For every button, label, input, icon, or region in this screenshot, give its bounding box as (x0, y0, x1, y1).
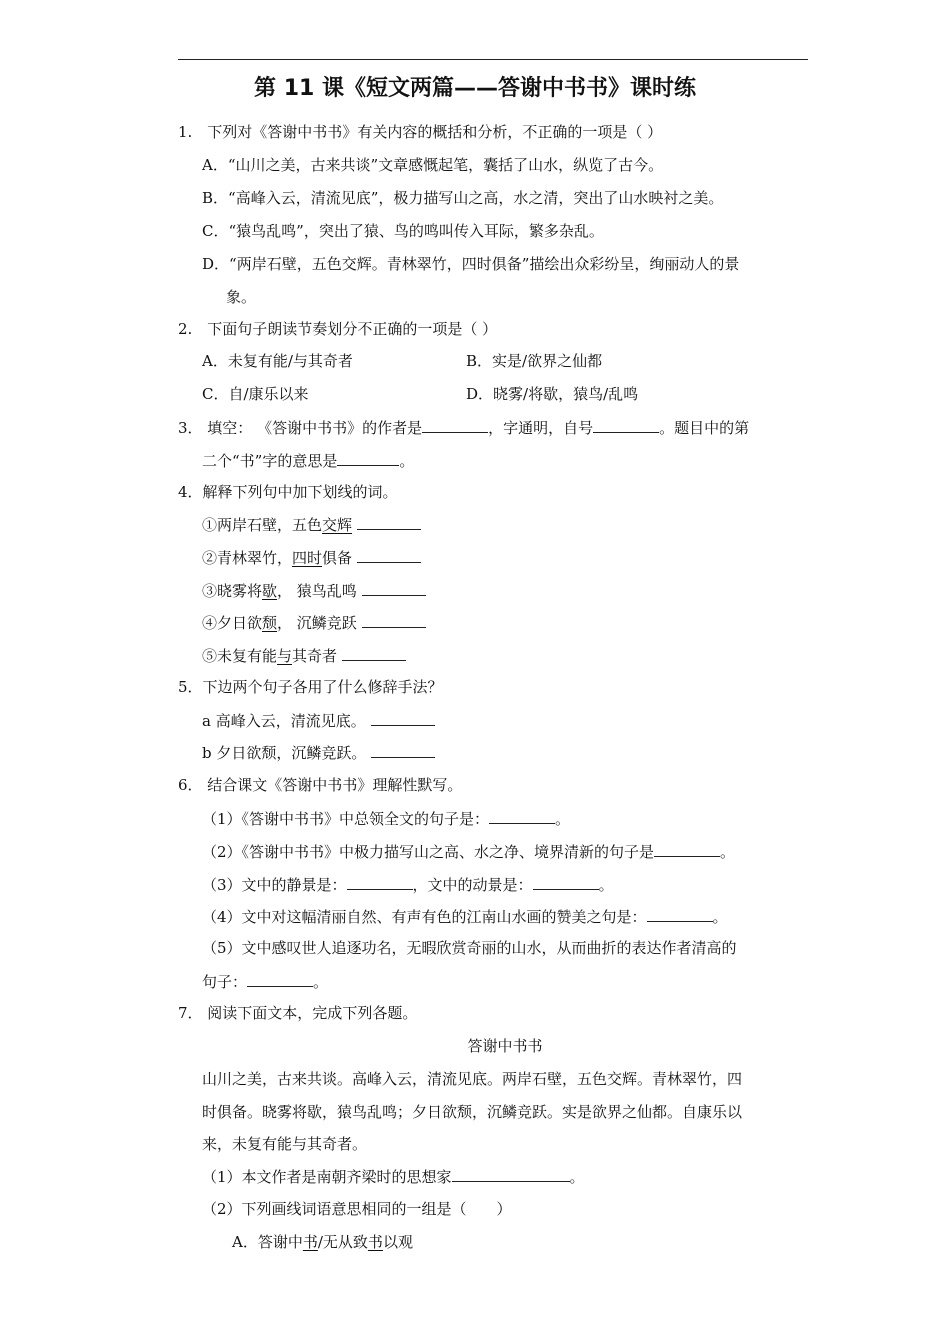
q4-item-1-text: ①两岸石壁，五色 (202, 516, 323, 534)
q7-option-a-text: A．答谢中 (232, 1233, 303, 1251)
q6-sub-1-text: （1）《答谢中书书》中总领全文的句子是： (202, 810, 490, 828)
q4-item-4-blank[interactable] (362, 611, 426, 628)
q4-item-1-blank[interactable] (357, 513, 421, 530)
q1-option-a: A．“山川之美，古来共谈”文章感慨起笔，囊括了山水，纵览了古今。 (202, 156, 664, 174)
q1-option-d-line1: D．“两岸石壁，五色交辉。青林翠竹，四时俱备”描绘出众彩纷呈，绚丽动人的景 (202, 255, 740, 273)
header-rule (178, 59, 808, 60)
q6-sub-4 (202, 905, 728, 928)
q4-item-3-text: ③晓雾将 (202, 582, 263, 600)
q4-item-2-text-after: 俱备 (322, 549, 353, 567)
q2-option-c: C．自/康乐以来 (202, 385, 309, 403)
q7-passage-line3: 来，未复有能与其奇者。 (202, 1135, 368, 1153)
q4-item-5-text-after: 其奇者 (292, 647, 338, 665)
q4-item-1 (202, 513, 421, 536)
q6-sub-4-blank[interactable] (647, 905, 713, 922)
q3-blank-author[interactable] (422, 416, 488, 433)
q6-sub-1-end: 。 (555, 810, 571, 828)
q7-sub-2-option-a (232, 1231, 413, 1253)
q7-passage-title: 答谢中书书 (467, 1037, 543, 1055)
q4-item-3 (202, 579, 426, 602)
q6-sub-2-blank[interactable] (654, 840, 720, 857)
q6-sub-2 (202, 840, 735, 863)
q6-sub-3-blank-static[interactable] (347, 873, 413, 890)
q4-item-3-underlined: 歇 (262, 582, 278, 600)
q6-sub-1-blank[interactable] (489, 807, 555, 824)
q6-sub-1 (202, 807, 570, 830)
q4-item-3-blank[interactable] (362, 579, 426, 596)
q4-item-4-text-after: ， 沉鳞竞跃 (277, 614, 357, 632)
q6-sub-3-end: 。 (598, 876, 614, 894)
q4-item-4-underlined: 颓 (262, 614, 278, 632)
q6-sub-4-end: 。 (712, 908, 728, 926)
q6-sub-3 (202, 873, 614, 896)
q6-sub-3-text: （3）文中的静景是： (202, 876, 347, 894)
q5-item-b-blank[interactable] (371, 741, 435, 758)
q7-passage-line2: 时俱备。晓雾将歇，猿鸟乱鸣；夕日欲颓，沉鳞竞跃。实是欲界之仙都。自康乐以 (202, 1103, 743, 1121)
page-title: 第 11 课《短文两篇——答谢中书书》课时练 (254, 76, 696, 101)
q7-option-a-underlined-2: 书 (367, 1233, 383, 1251)
q4-item-2 (202, 546, 421, 569)
q3-text-d: 二个“书”字的意思是 (202, 452, 338, 470)
q6-sub-5-text: 句子： (202, 973, 248, 991)
q4-item-1-underlined: 交辉 (322, 516, 353, 534)
q5-item-a (202, 709, 435, 732)
q7-option-a-text-c: 以观 (382, 1233, 413, 1251)
q4-item-4-text: ④夕日欲 (202, 614, 263, 632)
q6-sub-5-end: 。 (313, 973, 329, 991)
q4-item-3-text-after: ， 猿鸟乱鸣 (277, 582, 357, 600)
q4-item-5-text: ⑤未复有能 (202, 647, 278, 665)
q5-item-a-text: a 高峰入云，清流见底。 (202, 712, 366, 730)
q1-option-d-line2: 象。 (226, 288, 257, 306)
q7-sub-2: （2）下列画线词语意思相同的一组是（ ） (202, 1200, 512, 1218)
q5-item-a-blank[interactable] (371, 709, 435, 726)
q2-option-b: B．实是/欲界之仙都 (466, 352, 603, 370)
q6-stem: 6． 结合课文《答谢中书书》理解性默写。 (178, 776, 463, 794)
q7-sub-1-text: （1）本文作者是南朝齐梁时的思想家 (202, 1168, 452, 1186)
q5-item-b (202, 741, 435, 764)
q6-sub-2-end: 。 (720, 843, 736, 861)
q4-item-5 (202, 644, 406, 667)
q4-item-5-underlined: 与 (277, 647, 293, 665)
q6-sub-5-line2 (202, 970, 328, 993)
q7-passage-line1: 山川之美，古来共谈。高峰入云，清流见底。两岸石壁，五色交辉。青林翠竹，四 (202, 1070, 743, 1088)
q6-sub-4-text: （4）文中对这幅清丽自然、有声有色的江南山水画的赞美之句是： (202, 908, 647, 926)
q3-text-e: 。 (399, 452, 415, 470)
q4-item-2-text: ②青林翠竹， (202, 549, 293, 567)
q2-option-a: A．未复有能/与其奇者 (202, 352, 353, 370)
q3-line2 (202, 449, 414, 472)
q4-item-5-blank[interactable] (342, 644, 406, 661)
q3-blank-meaning[interactable] (337, 449, 399, 466)
q5-stem: 5．下边两个句子各用了什么修辞手法？ (178, 678, 443, 696)
q3-blank-pseudonym[interactable] (593, 416, 659, 433)
q6-sub-2-text: （2）《答谢中书书》中极力描写山之高、水之净、境界清新的句子是 (202, 843, 655, 861)
q2-stem: 2. 下面句子朗读节奏划分不正确的一项是（ ） (178, 320, 498, 338)
q7-option-a-underlined-1: 书 (302, 1233, 318, 1251)
q3-text-a: 3． 填空： 《答谢中书书》的作者是 (178, 419, 423, 437)
q7-sub-1 (202, 1165, 585, 1188)
q3-line1 (178, 416, 749, 439)
q4-stem: 4．解释下列句中加下划线的词。 (178, 483, 398, 501)
q5-item-b-text: b 夕日欲颓，沉鳞竞跃。 (202, 744, 367, 762)
q6-sub-3-text-b: ，文中的动景是： (412, 876, 533, 894)
q6-sub-3-blank-dynamic[interactable] (533, 873, 599, 890)
q2-option-d: D．晓雾/将歇，猿鸟/乱鸣 (466, 385, 639, 403)
q1-option-b: B．“高峰入云，清流见底”，极力描写山之高，水之清，突出了山水映衬之美。 (202, 189, 724, 207)
q4-item-2-underlined: 四时 (292, 549, 323, 567)
q6-sub-5-blank[interactable] (247, 970, 313, 987)
q7-sub-1-end: 。 (569, 1168, 585, 1186)
q4-item-2-blank[interactable] (357, 546, 421, 563)
q7-sub-1-blank[interactable] (452, 1165, 570, 1182)
q3-text-b: ，字通明，自号 (488, 419, 594, 437)
q1-stem: 1. 下列对《答谢中书书》有关内容的概括和分析，不正确的一项是（ ） (178, 123, 663, 141)
q4-item-4 (202, 611, 426, 634)
q1-option-c: C．“猿鸟乱鸣”，突出了猿、鸟的鸣叫传入耳际，繁多杂乱。 (202, 222, 604, 240)
q7-option-a-text-b: /无从致 (317, 1233, 368, 1251)
q3-text-c: 。题目中的第 (659, 419, 750, 437)
q6-sub-5-line1: （5）文中感叹世人追逐功名，无暇欣赏奇丽的山水，从而曲折的表达作者清高的 (202, 939, 737, 957)
q7-stem: 7． 阅读下面文本，完成下列各题。 (178, 1004, 418, 1022)
